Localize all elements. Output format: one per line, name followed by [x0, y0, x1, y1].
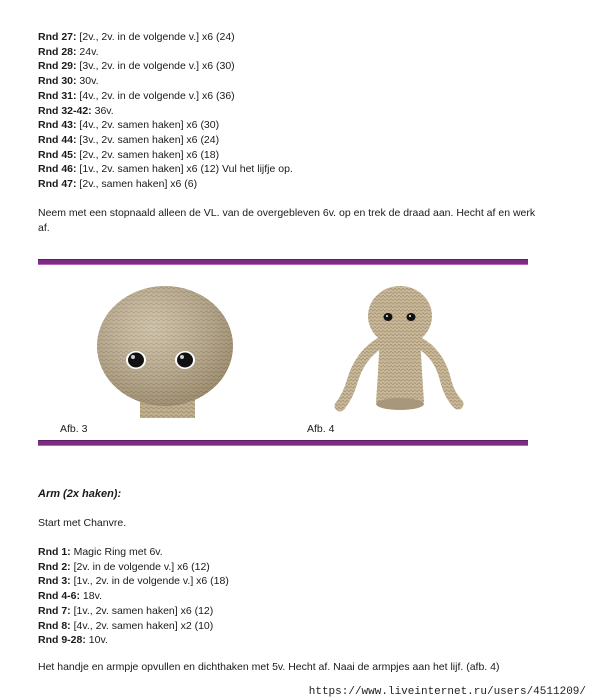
- round-row: Rnd 32-42: 36v.: [38, 104, 114, 117]
- section-divider-bottom: [38, 440, 528, 446]
- eye-right: [175, 351, 195, 369]
- arm-section-title: Arm (2x haken):: [38, 488, 122, 500]
- round-row: Rnd 1: Magic Ring met 6v.: [38, 546, 163, 558]
- round-row: Rnd 46: [1v., 2v. samen haken] x6 (12) Vul het lijfje op.: [38, 163, 293, 176]
- source-watermark: https://www.liveinternet.ru/users/4511209/: [308, 686, 586, 698]
- round-row: Rnd 3: [1v., 2v. in de volgende v.] x6 (18): [38, 575, 229, 588]
- round-row: Rnd 47: [2v., samen haken] x6 (6): [38, 178, 198, 191]
- round-row: Rnd 4-6: 18v.: [38, 590, 102, 603]
- round-row: Rnd 28: 24v.: [38, 45, 99, 58]
- round-row: Rnd 31: [4v., 2v. in de volgende v.] x6 (36): [38, 89, 235, 102]
- round-row: Rnd 29: [3v., 2v. in de volgende v.] x6 (30): [38, 60, 235, 73]
- round-row: Rnd 8: [4v., 2v. samen haken] x2 (10): [38, 619, 214, 632]
- round-row: Rnd 30: 30v.: [38, 75, 99, 88]
- head-photo: [90, 278, 240, 418]
- eye-left: [126, 351, 146, 369]
- arm-closing-text: Het handje en armpje opvullen en dichthaken met 5v. Hecht af. Naai de armpjes aan het lijf. (afb. 4): [38, 661, 500, 673]
- figure-3-caption: Afb. 3: [60, 423, 88, 435]
- arm-start-text: Start met Chanvre.: [38, 517, 127, 529]
- finish-instructions: Neem met een stopnaald alleen de VL. van de overgebleven 6v. op en trek de draad aan. Hecht af en werk af.: [38, 207, 536, 234]
- rounds-list-body: [38, 30, 538, 192]
- doll-body-photo: [330, 284, 470, 414]
- figure-4-caption: Afb. 4: [307, 423, 335, 435]
- round-row: Rnd 45: [2v., 2v. samen haken] x6 (18): [38, 148, 220, 161]
- round-row: Rnd 44: [3v., 2v. samen haken] x6 (24): [38, 133, 220, 146]
- arm-rounds-list: [38, 545, 538, 648]
- section-divider-top: [38, 259, 528, 265]
- round-row: Rnd 9-28: 10v.: [38, 634, 108, 647]
- round-row: Rnd 43: [4v., 2v. samen haken] x6 (30): [38, 119, 220, 132]
- round-row: Rnd 2: [2v. in de volgende v.] x6 (12): [38, 560, 210, 573]
- round-row: Rnd 7: [1v., 2v. samen haken] x6 (12): [38, 604, 214, 617]
- round-row: Rnd 27: [2v., 2v. in de volgende v.] x6 (24): [38, 31, 235, 43]
